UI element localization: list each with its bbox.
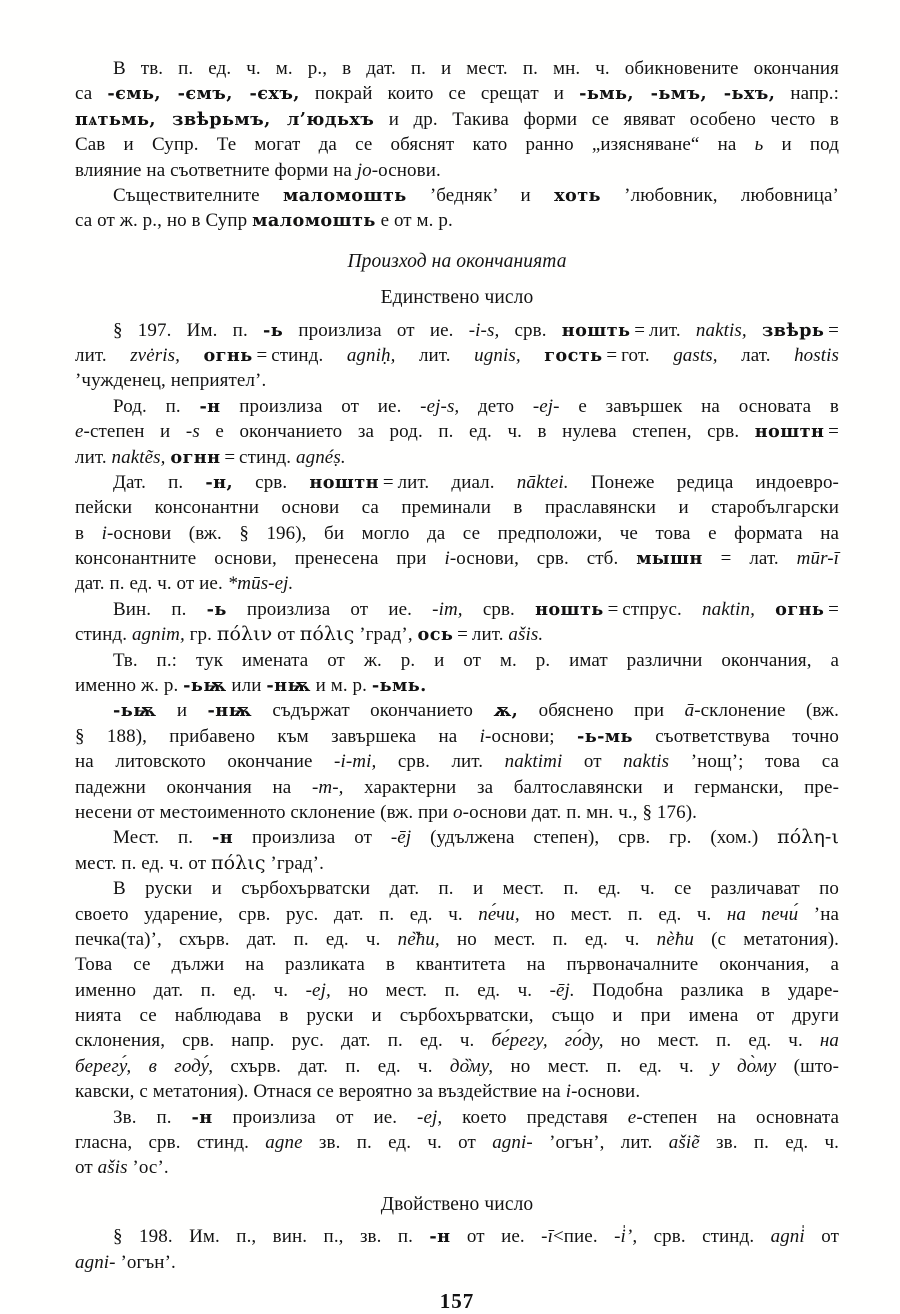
text-run: нията се наблюдава в руски и сърбохърватски, също и при имена от други bbox=[75, 1005, 839, 1027]
text-run: -степен и bbox=[83, 421, 186, 443]
text-run: -основи, срв. стб. bbox=[449, 548, 637, 570]
italic-term: -ēj bbox=[390, 827, 412, 849]
greek-term: πόλις bbox=[299, 623, 355, 646]
page-number: 157 bbox=[439, 1289, 475, 1314]
text-run: лит. bbox=[75, 446, 112, 468]
text-run: и др. Такива форми се явяват особено често в bbox=[374, 108, 839, 130]
text-run: В руски и сърбохърватски дат. п. и мест. п. ед. ч. се различават по bbox=[113, 878, 839, 900]
text-run: § 198. Им. п., вин. п., зв. п. bbox=[113, 1226, 430, 1248]
text-run: срв. стинд. bbox=[637, 1226, 771, 1248]
text-run: обяснено при bbox=[518, 700, 685, 722]
italic-term: ь bbox=[754, 134, 764, 156]
text-run: срв. bbox=[233, 471, 310, 493]
ocs-term: звѣрь bbox=[761, 319, 825, 341]
text-run: Дат. п. bbox=[113, 471, 206, 493]
text-run: Вин. п. bbox=[113, 598, 207, 620]
italic-term: -ej-s, bbox=[420, 395, 460, 417]
text-run: (што- bbox=[776, 1055, 840, 1077]
italic-term: -s bbox=[185, 421, 200, 443]
text-run: произлиза от bbox=[233, 827, 391, 849]
text-run: ’бедняк’ и bbox=[406, 184, 555, 206]
text-run: Понеже редица индоевро- bbox=[568, 471, 839, 493]
text-run bbox=[180, 345, 204, 366]
text-run: гр. bbox=[184, 624, 217, 646]
text-run: е от м. р. bbox=[375, 210, 453, 232]
italic-term: i bbox=[101, 522, 107, 544]
text-run: ’огън’. bbox=[115, 1251, 176, 1273]
text-line bbox=[75, 1224, 839, 1249]
text-run: съдържат окончанието bbox=[251, 700, 494, 722]
italic-term: -ēj. bbox=[549, 979, 575, 1001]
italic-term: agniḥ, bbox=[346, 344, 396, 366]
italic-term: -m-, bbox=[311, 776, 344, 798]
text-run: схърв. дат. п. ед. ч. bbox=[213, 1055, 450, 1077]
italic-term: ašiẽ bbox=[668, 1132, 700, 1154]
ocs-term: -ь bbox=[263, 319, 284, 341]
text-line bbox=[75, 648, 839, 673]
text-run: = лит. bbox=[453, 624, 509, 646]
text-run: но мест. п. ед. ч. bbox=[439, 928, 657, 950]
italic-term: -im, bbox=[432, 598, 463, 620]
text-run: -основи; bbox=[485, 725, 577, 747]
text-run: но мест. п. ед. ч. bbox=[603, 1030, 820, 1052]
ocs-term: хоть bbox=[554, 184, 601, 206]
text-line bbox=[75, 851, 839, 876]
text-run: но мест. п. ед. ч. bbox=[330, 979, 550, 1001]
text-line bbox=[75, 445, 839, 470]
text-run: ’любовник, любовница’ bbox=[600, 184, 839, 206]
italic-term: *mūs-ej. bbox=[227, 573, 294, 595]
text-run: -склонение (вж. bbox=[694, 700, 839, 722]
greek-term: πόλις bbox=[211, 851, 266, 874]
text-run: Сав и Супр. Те могат да се обяснят като ранно „изясняване“ на bbox=[75, 134, 755, 156]
italic-term: agnim, bbox=[131, 624, 185, 646]
text-run: са bbox=[75, 83, 108, 105]
ocs-term: ѫ, bbox=[493, 700, 519, 722]
text-run: от ие. bbox=[450, 1226, 542, 1248]
italic-term: -i-s, bbox=[468, 319, 500, 341]
italic-term: zvėris, bbox=[130, 344, 180, 366]
text-run: и bbox=[156, 700, 208, 722]
text-line bbox=[75, 1054, 839, 1079]
text-run: ’ос’. bbox=[127, 1157, 169, 1179]
text-line bbox=[75, 546, 839, 571]
ocs-term: огнн bbox=[170, 446, 221, 468]
ocs-term: гость bbox=[544, 344, 603, 366]
paragraph bbox=[75, 876, 839, 1105]
text-line bbox=[75, 394, 839, 419]
text-run: влияние на съответните форми на bbox=[75, 159, 357, 181]
text-line bbox=[75, 1079, 839, 1104]
text-run: ’нощ’; това са bbox=[669, 751, 839, 773]
text-run: ’град’, bbox=[354, 624, 418, 646]
text-run: произлиза от ие. bbox=[212, 1106, 418, 1128]
text-line bbox=[75, 1028, 839, 1053]
ocs-term: ношть bbox=[561, 319, 631, 341]
text-line bbox=[75, 158, 839, 183]
text-run: на литовското окончание bbox=[75, 751, 335, 773]
text-line bbox=[75, 622, 839, 647]
ocs-term: ось bbox=[417, 624, 454, 646]
text-run: лат. bbox=[717, 344, 795, 366]
italic-term: jo bbox=[356, 159, 372, 181]
ocs-term: -н bbox=[199, 395, 221, 417]
italic-term: naktis, bbox=[695, 319, 747, 341]
text-line bbox=[75, 1003, 839, 1028]
text-line bbox=[75, 775, 839, 800]
italic-term: agni- bbox=[492, 1132, 533, 1154]
text-run: от bbox=[272, 624, 300, 646]
text-run: ’огън’, лит. bbox=[532, 1132, 669, 1154]
text-line bbox=[75, 673, 839, 698]
text-run: напр.: bbox=[775, 83, 839, 105]
text-run: -основи дат. п. мн. ч., § 176). bbox=[462, 801, 698, 823]
italic-term: пе́чи, bbox=[478, 903, 520, 925]
text-run: лит. bbox=[75, 344, 131, 366]
text-run: е окончанието за род. п. ед. ч. в нулева степен, срв. bbox=[199, 421, 755, 443]
text-run: но мест. п. ед. ч. bbox=[493, 1055, 712, 1077]
text-run: ’на bbox=[798, 903, 839, 925]
text-run: <пие. bbox=[552, 1226, 615, 1248]
ocs-term: пѧтьмь, звѣрьмъ, л’юдьхъ bbox=[75, 108, 375, 130]
text-run: дето bbox=[459, 395, 533, 417]
paragraph bbox=[75, 470, 839, 597]
italic-term: i bbox=[444, 548, 450, 570]
italic-term: gasts, bbox=[673, 344, 718, 366]
italic-term: o bbox=[453, 801, 463, 823]
text-run: Подобна разлика в ударе- bbox=[574, 979, 839, 1001]
ocs-term: -ьѭ bbox=[113, 700, 157, 722]
ocs-term: -ємь, -ємъ, -єхъ, bbox=[107, 83, 300, 105]
text-run: -степен на основната bbox=[636, 1106, 839, 1128]
italic-term: ugnis, bbox=[474, 344, 521, 366]
italic-term: agne bbox=[265, 1132, 303, 1154]
text-run: произлиза от ие. bbox=[220, 395, 421, 417]
text-run: = bbox=[824, 421, 840, 443]
text-line bbox=[75, 978, 839, 1003]
ocs-term: -н bbox=[191, 1106, 213, 1128]
text-run: което представя bbox=[442, 1106, 628, 1128]
text-run: в bbox=[75, 522, 102, 544]
italic-term: -ej, bbox=[305, 979, 331, 1001]
ocs-term: ношть bbox=[535, 598, 604, 620]
text-run: падежни окончания на bbox=[75, 776, 312, 798]
text-run: но мест. п. ед. ч. bbox=[519, 903, 727, 925]
italic-term: у до̀му bbox=[711, 1055, 777, 1077]
text-run bbox=[755, 599, 775, 620]
text-run: Зв. п. bbox=[113, 1106, 192, 1128]
text-line bbox=[75, 825, 839, 850]
text-run: -основи (вж. § 196), би могло да се предположи, че това е формата на bbox=[107, 522, 839, 544]
section-heading: Произход на окончанията bbox=[347, 250, 567, 272]
text-line bbox=[75, 749, 839, 774]
text-run: гласна, срв. стинд. bbox=[75, 1132, 266, 1154]
greek-term: πόλιν bbox=[216, 623, 273, 646]
text-run: и под bbox=[763, 134, 839, 156]
text-run: срв. лит. bbox=[376, 751, 505, 773]
greek-term: πόλη-ι bbox=[777, 826, 839, 849]
text-run: кавски, с метатония). Отнася се вероятно за въздействие на bbox=[75, 1081, 566, 1103]
italic-term: naktimi bbox=[504, 751, 563, 773]
paragraph bbox=[75, 698, 839, 825]
ocs-term: маломошть bbox=[252, 210, 376, 232]
section-heading: Двойствено число bbox=[380, 1193, 534, 1215]
text-run: мест. п. ед. ч. от bbox=[75, 852, 212, 874]
text-run: покрай които се срещат и bbox=[299, 83, 580, 105]
text-line bbox=[75, 419, 839, 444]
text-run: своето ударение, срв. рус. дат. п. ед. ч. bbox=[75, 903, 479, 925]
text-line bbox=[75, 1250, 839, 1275]
text-line bbox=[75, 521, 839, 546]
italic-term: -ej, bbox=[417, 1106, 443, 1128]
italic-term: е bbox=[75, 421, 84, 443]
paragraph bbox=[75, 1224, 839, 1275]
text-run: произлиза от ие. bbox=[226, 598, 433, 620]
text-run: именно дат. п. ед. ч. bbox=[75, 979, 306, 1001]
text-run: Род. п. bbox=[113, 395, 200, 417]
paragraph bbox=[75, 318, 839, 394]
text-run: = bbox=[824, 319, 839, 341]
text-line bbox=[75, 81, 839, 106]
text-line bbox=[75, 1155, 839, 1180]
ocs-term: -ь-мь bbox=[576, 725, 633, 747]
text-line bbox=[75, 1130, 839, 1155]
italic-term: naktis bbox=[623, 751, 670, 773]
text-run: (удължена степен), срв. гр. (хом.) bbox=[411, 827, 778, 849]
ocs-term: ноштн bbox=[754, 421, 825, 443]
ocs-term: огнь bbox=[775, 598, 825, 620]
text-run: именно ж. р. bbox=[75, 675, 184, 697]
italic-term: nāktei. bbox=[516, 471, 569, 493]
text-line bbox=[75, 208, 839, 233]
text-line bbox=[75, 597, 839, 622]
text-run: характерни за балтославянски и германски, пре- bbox=[343, 776, 839, 798]
text-run: = стпрус. bbox=[603, 598, 703, 620]
text-line bbox=[75, 1105, 839, 1130]
italic-term: mūr-ī bbox=[796, 548, 839, 570]
paragraph bbox=[75, 825, 839, 876]
text-run: = bbox=[824, 598, 839, 620]
text-line bbox=[75, 56, 839, 81]
text-line bbox=[75, 368, 839, 393]
text-run: дат. п. ед. ч. от ие. bbox=[75, 573, 228, 595]
text-run bbox=[521, 345, 545, 366]
text-run: -основи. bbox=[571, 1081, 641, 1103]
paragraph bbox=[75, 1105, 839, 1181]
text-line bbox=[75, 495, 839, 520]
text-line bbox=[75, 183, 839, 208]
italic-term: пе̏ћи, bbox=[397, 928, 440, 950]
paragraph bbox=[75, 56, 839, 183]
italic-term: naktin, bbox=[702, 598, 755, 620]
text-line bbox=[75, 876, 839, 901]
text-run: Мест. п. bbox=[113, 827, 213, 849]
text-run: склонения, срв. напр. рус. дат. п. ед. ч. bbox=[75, 1030, 492, 1052]
italic-term: naktẽs, bbox=[111, 446, 166, 468]
text-run: -основи. bbox=[371, 159, 441, 181]
text-line bbox=[75, 800, 839, 825]
italic-term: до̏му, bbox=[449, 1055, 494, 1077]
italic-term: берегу́, в году́, bbox=[75, 1055, 214, 1077]
italic-term: пѐћи bbox=[656, 928, 694, 950]
italic-term: ašis. bbox=[508, 624, 544, 646]
section-heading: Единствено число bbox=[380, 287, 534, 309]
text-run: и м. р. bbox=[310, 675, 372, 697]
text-run: (с метатония). bbox=[693, 928, 839, 950]
text-run: = гот. bbox=[602, 344, 674, 366]
page-body bbox=[75, 56, 839, 1314]
text-run: несени от местоименното склонение (вж. при bbox=[75, 801, 454, 823]
text-run: зв. п. ед. ч. bbox=[699, 1132, 839, 1154]
text-line bbox=[75, 132, 839, 157]
text-run: Това се дължи на разликата в квантитета на първоначалните окончания, а bbox=[75, 954, 839, 976]
text-run: е завършек на основата в bbox=[559, 395, 840, 417]
text-run: произлиза от ие. bbox=[283, 319, 469, 341]
text-run: § 188), прибавено към завършека на bbox=[75, 725, 480, 747]
text-run: са от ж. р., но в Супр bbox=[75, 210, 253, 232]
text-line bbox=[75, 952, 839, 977]
text-run: срв. bbox=[499, 319, 562, 341]
italic-term: бе́регу, го́ду, bbox=[491, 1030, 604, 1052]
text-run: съответствува точно bbox=[632, 725, 839, 747]
ocs-term: маломошть bbox=[282, 184, 407, 206]
text-run: = лат. bbox=[702, 548, 797, 570]
paragraph bbox=[75, 183, 839, 234]
italic-term: i bbox=[479, 725, 486, 747]
italic-term: agni- bbox=[75, 1251, 116, 1273]
text-run: стинд. bbox=[75, 624, 132, 646]
italic-term: -ej- bbox=[532, 395, 560, 417]
text-run bbox=[747, 320, 762, 341]
italic-term: е bbox=[627, 1106, 637, 1128]
text-run: ’град’. bbox=[265, 852, 324, 874]
text-line bbox=[75, 724, 839, 749]
text-run: от bbox=[804, 1226, 839, 1248]
text-run: или bbox=[226, 675, 267, 697]
text-run: = стинд. bbox=[252, 344, 347, 366]
text-run: = лит. диал. bbox=[378, 471, 517, 493]
ocs-term: -н bbox=[429, 1226, 451, 1248]
text-line bbox=[75, 318, 839, 343]
italic-term: i bbox=[565, 1081, 572, 1103]
text-line bbox=[75, 343, 839, 368]
text-line bbox=[75, 571, 839, 596]
text-run: зв. п. ед. ч. от bbox=[302, 1132, 493, 1154]
ocs-term: мышн bbox=[636, 548, 703, 570]
text-line bbox=[75, 927, 839, 952]
ocs-term: -ьмь. bbox=[371, 675, 427, 697]
italic-term: -ī bbox=[541, 1226, 553, 1248]
text-line bbox=[75, 107, 839, 132]
ocs-term: -н bbox=[212, 827, 234, 849]
italic-term: на печи́ bbox=[726, 903, 799, 925]
ocs-term: -н, bbox=[205, 471, 233, 493]
text-line bbox=[75, 698, 839, 723]
paragraph bbox=[75, 648, 839, 699]
text-run: лит. bbox=[395, 344, 475, 366]
text-run: ’чужденец, неприятел’. bbox=[75, 370, 267, 392]
italic-term: ā bbox=[684, 700, 695, 722]
text-run: Тв. п.: тук имената от ж. р. и от м. р. имат различни окончания, а bbox=[113, 649, 839, 671]
italic-term: agnéṣ. bbox=[296, 446, 346, 468]
italic-term: agni̍ bbox=[770, 1226, 805, 1248]
text-run: = стинд. bbox=[220, 446, 296, 468]
text-run: пейски консонантни основи са преминали в праславянски и старобългарски bbox=[75, 497, 839, 519]
italic-term: ašis bbox=[97, 1157, 128, 1179]
text-run: печка(та)’, схърв. дат. п. ед. ч. bbox=[75, 928, 398, 950]
paragraph bbox=[75, 394, 839, 470]
text-line bbox=[75, 470, 839, 495]
italic-term: hostis bbox=[794, 344, 840, 366]
text-run: консонантните основи, пренесена при bbox=[75, 548, 445, 570]
ocs-term: огнь bbox=[203, 344, 253, 366]
ocs-term: -нѭ bbox=[266, 675, 311, 697]
text-run: = лит. bbox=[630, 319, 696, 341]
ocs-term: -ьмь, -ьмъ, -ьхъ, bbox=[579, 83, 776, 105]
ocs-term: ноштн bbox=[309, 471, 379, 493]
italic-term: на bbox=[819, 1030, 840, 1052]
text-run: § 197. Им. п. bbox=[113, 319, 264, 341]
italic-term: -i̍’, bbox=[614, 1226, 638, 1248]
paragraph bbox=[75, 597, 839, 648]
text-run: срв. bbox=[462, 598, 536, 620]
text-run: от bbox=[562, 751, 624, 773]
ocs-term: -нѭ bbox=[207, 700, 252, 722]
ocs-term: -ьѭ bbox=[183, 675, 227, 697]
text-run: В тв. п. ед. ч. м. р., в дат. п. и мест. п. мн. ч. обикновените окончания bbox=[113, 58, 839, 79]
text-run: от bbox=[75, 1157, 98, 1179]
text-run: Съществителните bbox=[113, 184, 283, 206]
ocs-term: -ь bbox=[206, 598, 227, 620]
text-line bbox=[75, 902, 839, 927]
italic-term: -i-mi, bbox=[334, 751, 377, 773]
